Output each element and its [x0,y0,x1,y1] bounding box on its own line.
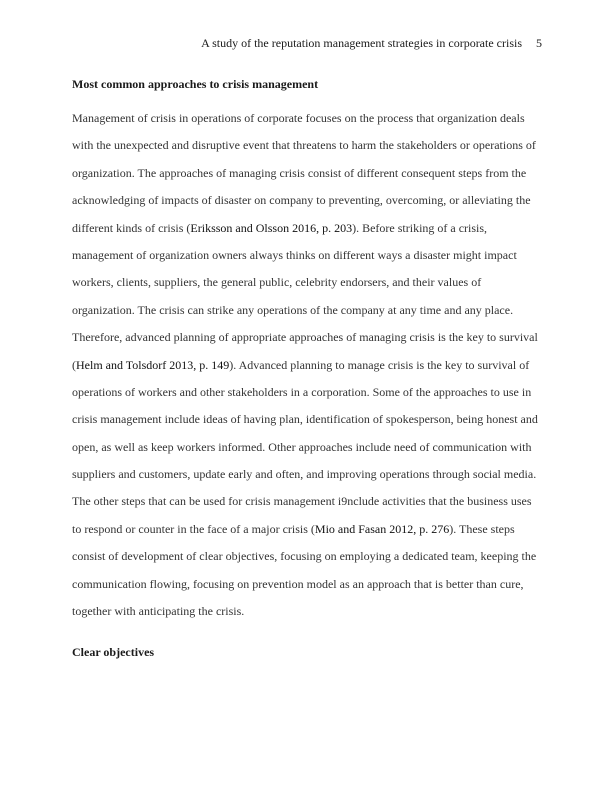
text-line: communication flowing, focusing on prevention model as an approach that is better than cure, [72,576,524,591]
text-line: acknowledging of impacts of disaster on company to preventing, overcoming, or alleviating the [72,193,531,208]
citation: Eriksson and Olsson 2016, p. 203 [190,220,353,235]
page-number: 5 [536,36,542,50]
text-line: organization. The crisis can strike any operations of the company at any time and any place. [72,302,514,317]
text-line: management of organization owners always thinks on different ways a disaster might impact [72,247,517,262]
text-line: crisis management include ideas of having plan, identification of spokesperson, being honest and [72,412,538,427]
body-paragraph [72,111,542,631]
running-title: A study of the reputation management strategies in corporate crisis [201,36,522,50]
text-line: Management of crisis in operations of corporate focuses on the process that organization deals [72,111,525,125]
text-line: operations of workers and other stakeholders in a corporation. Some of the approaches to use in [72,384,532,399]
text-line: suppliers and customers, update early and often, and improving operations through social media. [72,467,537,482]
text-line: different kinds of crisis (Eriksson and Olsson 2016, p. 203). Before striking of a crisis, [72,220,488,235]
section-heading: Most common approaches to crisis management [72,77,319,91]
text-line: organization. The approaches of managing crisis consist of different consequent steps from the [72,165,527,180]
citation: Helm and Tolsdorf 2013, p. 149 [76,357,230,372]
text-line: workers, clients, suppliers, the general public, celebrity endorsers, and their values of [72,275,482,290]
text-line: consist of development of clear objectives, focusing on employing a dedicated team, keeping the [72,549,537,564]
text-line: (Helm and Tolsdorf 2013, p. 149). Advanced planning to manage crisis is the key to survival of [72,357,530,372]
text-line: together with anticipating the crisis. [72,604,245,619]
text-line: open, as well as keep workers informed. Other approaches include need of communication with [72,439,532,454]
subsection-heading: Clear objectives [72,645,155,659]
text-line: Therefore, advanced planning of appropriate approaches of managing crisis is the key to survival [72,330,538,345]
running-header [201,36,542,50]
text-line: The other steps that can be used for crisis management i9nclude activities that the business uses [72,494,532,509]
citation: Mio and Fasan 2012, p. 276 [314,521,450,536]
text-line: with the unexpected and disruptive event that threatens to harm the stakeholders or operations of [72,138,536,153]
text-line: to respond or counter in the face of a major crisis (Mio and Fasan 2012, p. 276). These steps [72,521,515,536]
